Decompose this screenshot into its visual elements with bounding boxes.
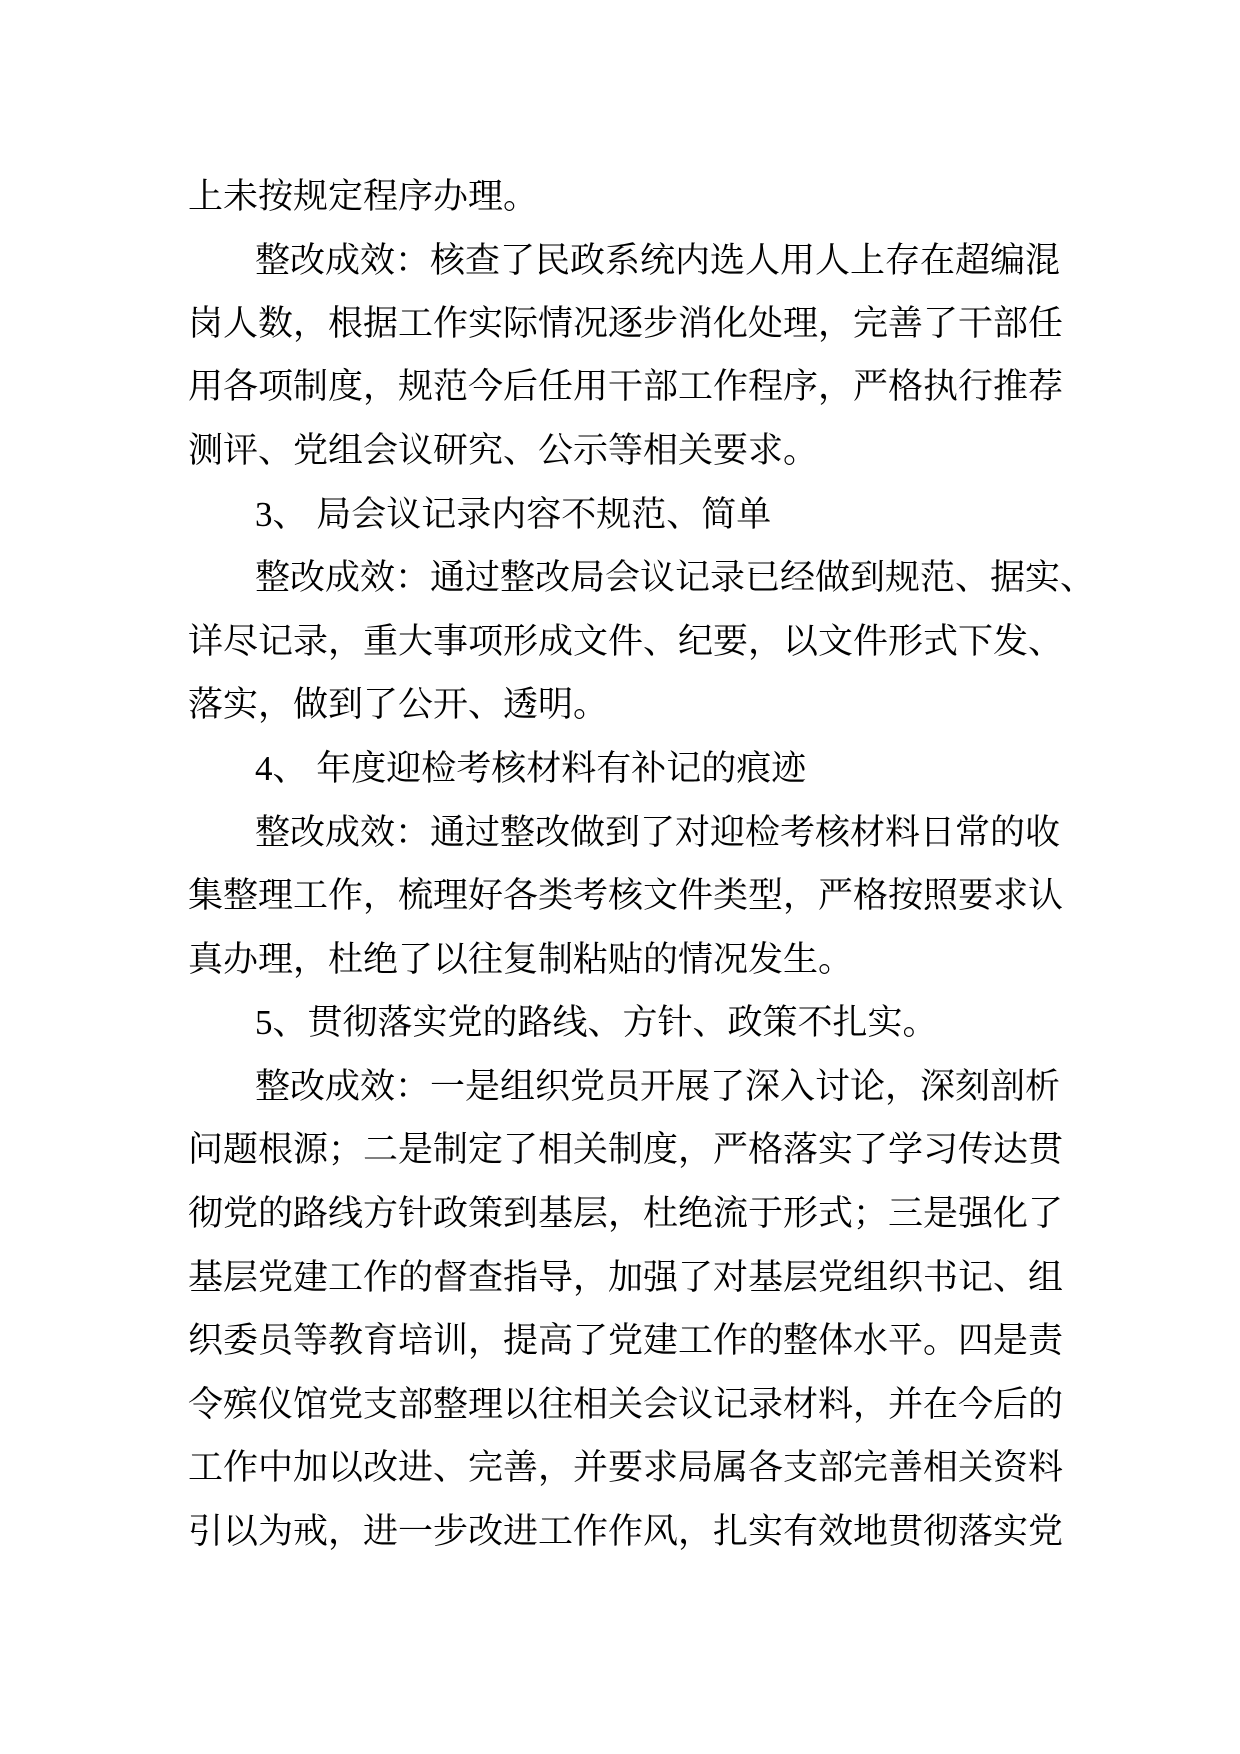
text-line: 集整理工作，梳理好各类考核文件类型，严格按照要求认 <box>188 876 1064 916</box>
text-line: 用各项制度，规范今后任用干部工作程序，严格执行推荐 <box>188 367 1064 407</box>
text-line: 基层党建工作的督查指导，加强了对基层党组织书记、组 <box>188 1258 1064 1298</box>
text-line: 上未按规定程序办理。 <box>188 177 539 217</box>
text-line: 引以为戒，进一步改进工作作风，扎实有效地贯彻落实党 <box>188 1512 1064 1552</box>
text-line: 令殡仪馆党支部整理以往相关会议记录材料，并在今后的 <box>188 1385 1064 1425</box>
text-line: 彻党的路线方针政策到基层，杜绝流于形式；三是强化了 <box>188 1194 1064 1234</box>
item-heading: 4、 年度迎检考核材料有补记的痕迹 <box>255 749 807 788</box>
text-line: 整改成效：通过整改局会议记录已经做到规范、据实、 <box>255 558 1096 598</box>
text-line: 岗人数，根据工作实际情况逐步消化处理，完善了干部任 <box>188 304 1064 344</box>
text-line: 真办理，杜绝了以往复制粘贴的情况发生。 <box>188 940 854 980</box>
text-line: 整改成效：核查了民政系统内选人用人上存在超编混 <box>255 241 1061 281</box>
text-line: 落实，做到了公开、透明。 <box>188 685 609 725</box>
text-line: 问题根源；二是制定了相关制度，严格落实了学习传达贯 <box>188 1130 1064 1170</box>
text-line: 整改成效：通过整改做到了对迎检考核材料日常的收 <box>255 813 1061 853</box>
text-line: 工作中加以改进、完善，并要求局属各支部完善相关资料 <box>188 1448 1064 1488</box>
text-line: 详尽记录，重大事项形成文件、纪要，以文件形式下发、 <box>188 622 1064 662</box>
text-line: 测评、党组会议研究、公示等相关要求。 <box>188 431 819 471</box>
item-heading: 5、贯彻落实党的路线、方针、政策不扎实。 <box>255 1003 938 1042</box>
item-heading: 3、 局会议记录内容不规范、简单 <box>255 495 772 534</box>
text-line: 整改成效：一是组织党员开展了深入讨论，深刻剖析 <box>255 1067 1061 1107</box>
text-line: 织委员等教育培训，提高了党建工作的整体水平。四是责 <box>188 1321 1064 1361</box>
